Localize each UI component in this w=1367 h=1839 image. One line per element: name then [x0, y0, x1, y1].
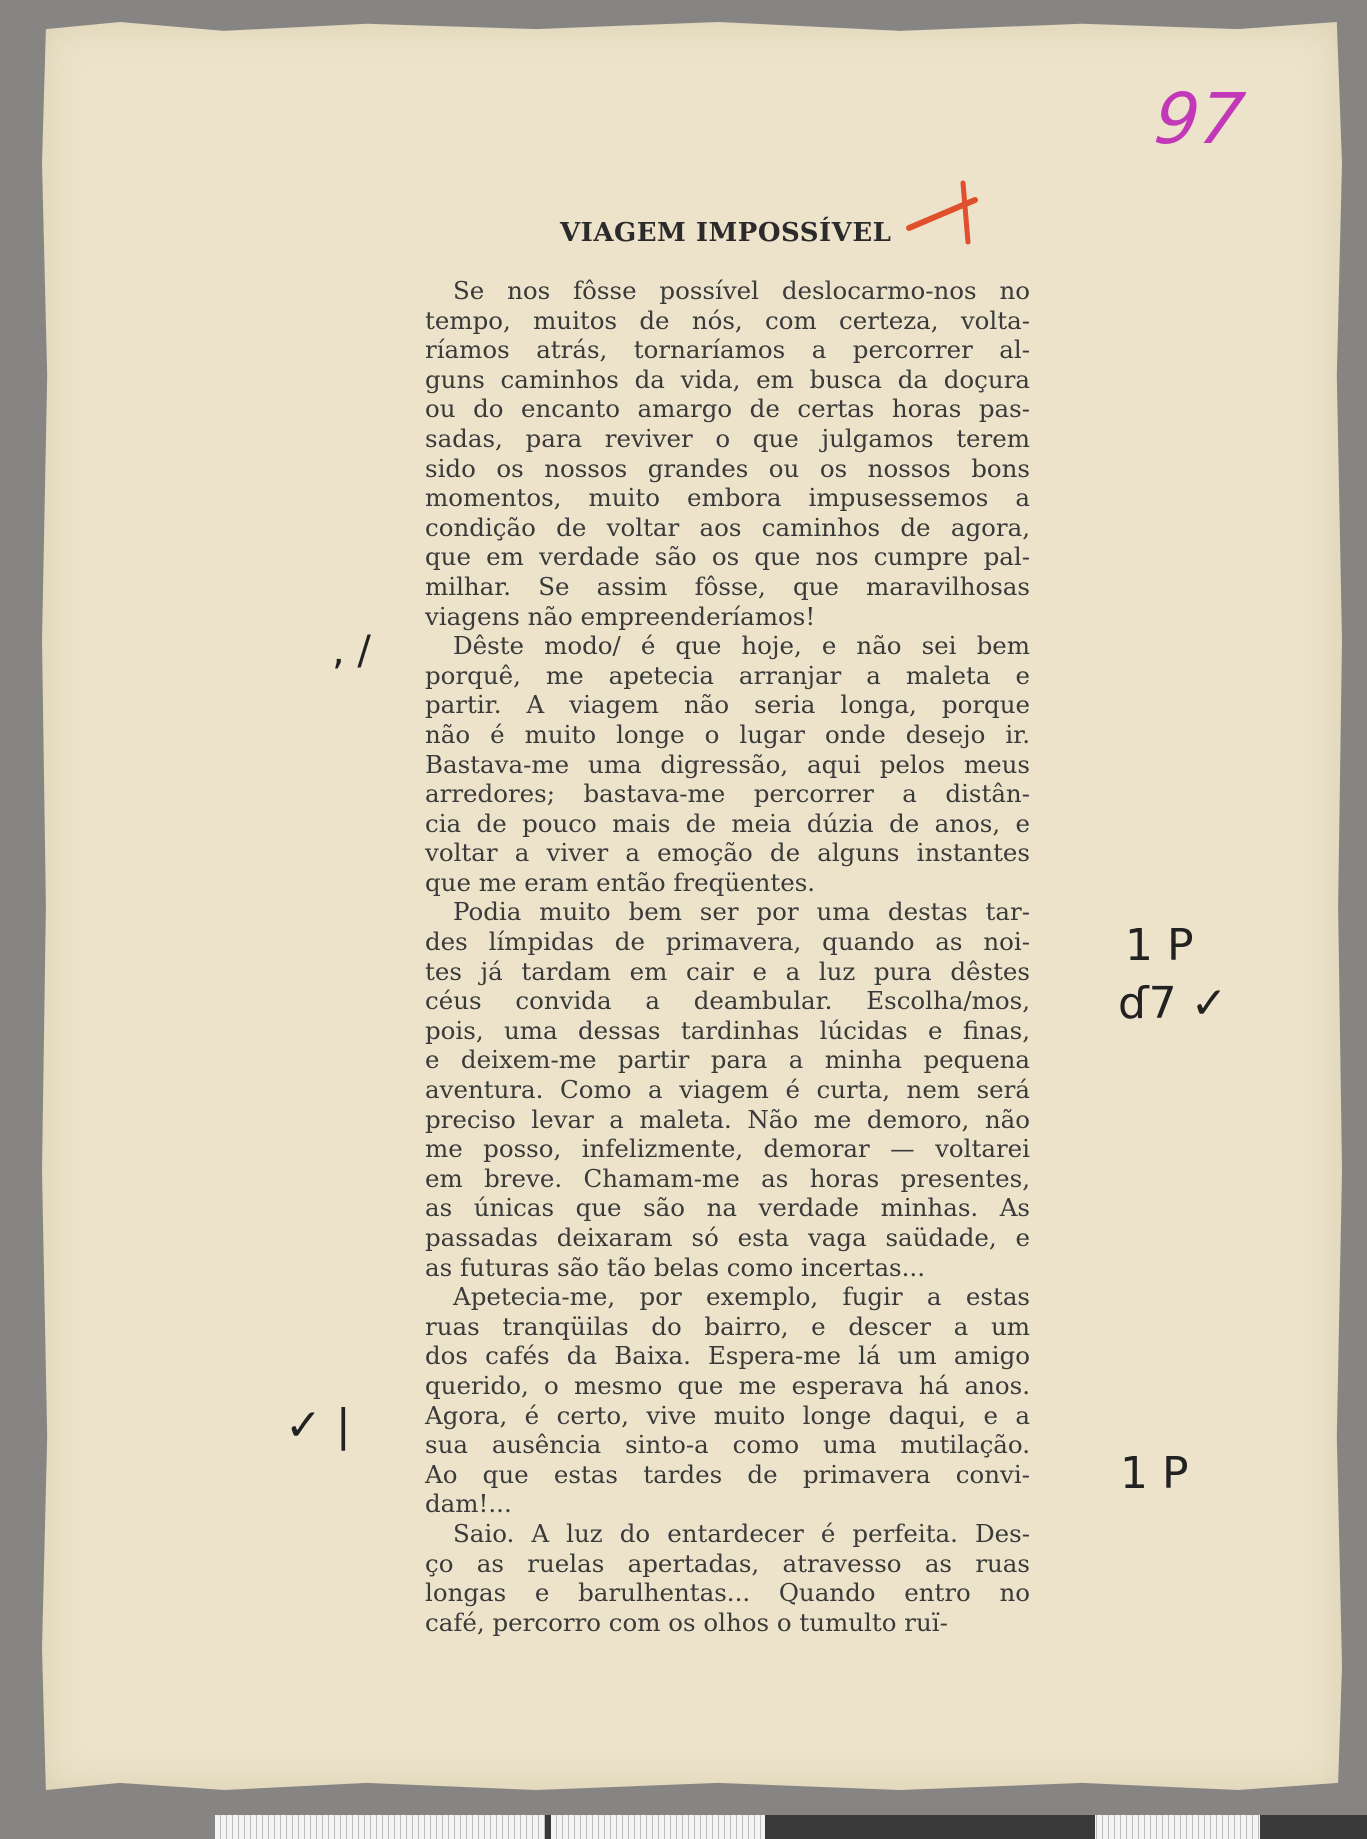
- text-line: des límpidas de primavera, quando as noi-: [425, 927, 1030, 957]
- text-line: não é muito longe o lugar onde desejo ir.: [425, 719, 1030, 749]
- text-line: longas e barulhentas... Quando entro no: [425, 1578, 1030, 1608]
- scan-ruler: [215, 1815, 1367, 1839]
- text-line: e deixem-me partir para a minha pequena: [425, 1045, 1030, 1075]
- text-line: Saio. A luz do entardecer é perfeita. Des-: [453, 1518, 1030, 1548]
- text-line: tempo, muitos de nós, com certeza, volta-: [425, 305, 1030, 335]
- correction-cross-mark: [905, 178, 985, 248]
- text-line: Ao que estas tardes de primavera convi-: [425, 1459, 1030, 1489]
- text-line: Apetecia-me, por exemplo, fugir a estas: [453, 1282, 1030, 1312]
- text-line: me posso, infelizmente, demorar — voltarei: [425, 1134, 1030, 1164]
- text-line: partir. A viagem não seria longa, porque: [425, 690, 1030, 720]
- text-line: sua ausência sinto-a como uma mutilação.: [425, 1430, 1030, 1460]
- text-line: passadas deixaram só esta vaga saüdade, e: [425, 1223, 1030, 1252]
- text-line: café, percorro com os olhos o tumulto ruï-: [425, 1607, 948, 1637]
- text-line: em breve. Chamam-me as horas presentes,: [425, 1163, 1030, 1193]
- margin-mark-right-3: 1 P: [1120, 1448, 1189, 1499]
- text-line: dos cafés da Baixa. Espera-me lá um amigo: [425, 1341, 1030, 1371]
- text-line: que em verdade são os que nos cumpre pal-: [425, 542, 1030, 572]
- text-line: Bastava-me uma digressão, aqui pelos meus: [425, 749, 1030, 779]
- text-line: querido, o mesmo que me esperava há anos.: [425, 1370, 1030, 1400]
- text-line: aventura. Como a viagem é curta, nem será: [425, 1075, 1030, 1105]
- text-line: ríamos atrás, tornaríamos a percorrer al-: [425, 335, 1030, 365]
- text-line: Se nos fôsse possível deslocarmo-nos no: [453, 276, 1030, 305]
- margin-mark-left-1: , /: [332, 628, 371, 674]
- text-line: pois, uma dessas tardinhas lúcidas e finas,: [425, 1015, 1030, 1045]
- text-line: que me eram então freqüentes.: [425, 867, 816, 897]
- text-line: guns caminhos da vida, em busca da doçura: [425, 364, 1030, 394]
- text-line: ou do encanto amargo de certas horas pas-: [425, 394, 1030, 424]
- text-line: arredores; bastava-me percorrer a distân-: [425, 779, 1030, 809]
- text-line: Agora, é certo, vive muito longe daqui, e a: [425, 1400, 1030, 1430]
- text-line: condição de voltar aos caminhos de agora,: [425, 512, 1030, 542]
- text-line: sido os nossos grandes ou os nossos bons: [425, 453, 1030, 483]
- text-line: as futuras são tão belas como incertas...: [425, 1252, 925, 1282]
- text-line: tes já tardam em cair e a luz pura dêstes: [425, 956, 1030, 986]
- text-line: ruas tranqüilas do bairro, e descer a um: [425, 1311, 1030, 1341]
- text-line: preciso levar a maleta. Não me demoro, não: [425, 1104, 1030, 1134]
- text-line: voltar a viver a emoção de alguns instantes: [425, 838, 1030, 868]
- text-line: céus convida a deambular. Escolha/mos,: [425, 986, 1030, 1016]
- page-number-handwritten: 97: [1150, 78, 1249, 160]
- article-body: [425, 276, 1030, 1637]
- text-line: cia de pouco mais de meia dúzia de anos, e: [425, 808, 1030, 838]
- paragraph: [425, 1519, 1030, 1637]
- margin-mark-right-1: 1 P: [1125, 920, 1194, 971]
- text-line: Podia muito bem ser por uma destas tar-: [453, 897, 1030, 927]
- paragraph: [425, 631, 1030, 897]
- paragraph: [425, 1282, 1030, 1519]
- text-line: as únicas que são na verdade minhas. As: [425, 1193, 1030, 1223]
- document-title: VIAGEM IMPOSSÍVEL: [560, 218, 892, 248]
- text-line: momentos, muito embora impusessemos a: [425, 483, 1030, 513]
- text-line: porquê, me apetecia arranjar a maleta e: [425, 660, 1030, 690]
- paragraph: [425, 276, 1030, 631]
- text-line: dam!...: [425, 1489, 512, 1519]
- text-line: ço as ruelas apertadas, atravesso as ruas: [425, 1548, 1030, 1578]
- margin-mark-right-2: ɗ7 ✓: [1118, 978, 1228, 1029]
- margin-mark-left-2: ✓ |: [285, 1400, 351, 1451]
- text-line: sadas, para reviver o que julgamos terem: [425, 423, 1030, 453]
- text-line: Dêste modo/ é que hoje, e não sei bem: [453, 631, 1030, 661]
- text-line: viagens não empreenderíamos!: [425, 601, 816, 631]
- text-line: milhar. Se assim fôsse, que maravilhosas: [425, 571, 1030, 601]
- paragraph: [425, 897, 1030, 1282]
